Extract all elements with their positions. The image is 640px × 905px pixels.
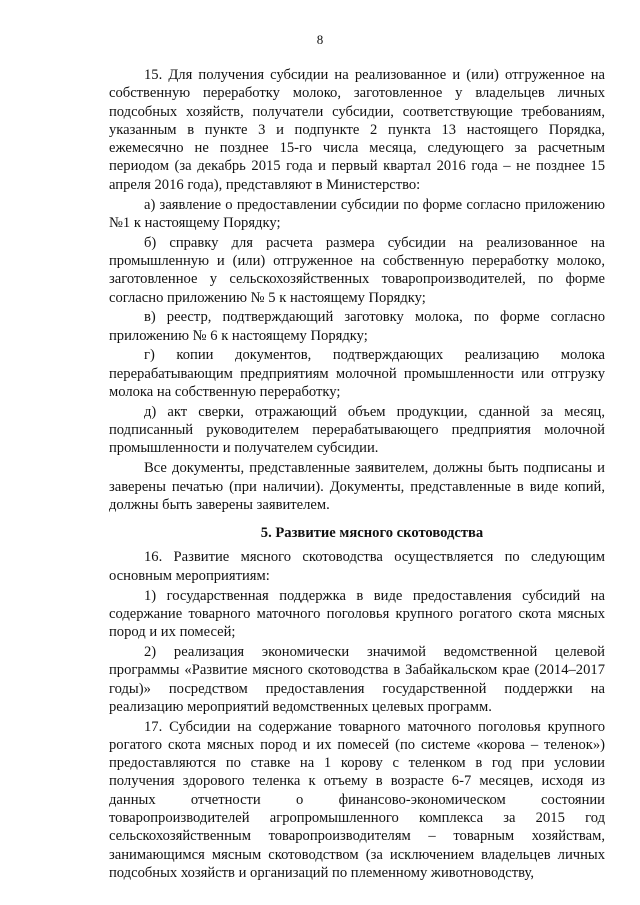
list-item-b: б) справку для расчета размера субсидии на реализованное на промышленную и (или) отгруженное на собственную переработку молоко, заготовленное у сельскохозяйственных товаропроизводителей, по форме согласно приложению № 5 к настоящему Порядку; <box>109 234 605 306</box>
page-number: 8 <box>316 32 324 47</box>
list-item-2: 2) реализация экономически значимой ведомственной целевой программы «Развитие мясного скотоводства в Забайкальском крае (2014–2017 годы)» посредством предоставления государственной поддержки на реализацию мероприятий ведомственных целевых программ. <box>109 643 605 715</box>
paragraph-17: 17. Субсидии на содержание товарного маточного поголовья крупного рогатого скота мясных пород и их помесей (по системе «корова – теленок») предоставляются по ставке на 1 корову с теленком в год при условии получения здорового теленка к отъему в возрасте 6-7 месяцев, исходя из данных отчетности о финансово-экономическом состоянии товаропроизводителей агропромышленного комплекса за 2015 год сельскохозяйственным товаропроизводителям – товарным хозяйствам, занимающимся мясным скотоводством (за исключением владельцев личных подсобных хозяйств и организаций по племенному животноводству, <box>109 718 605 881</box>
paragraph-15: 15. Для получения субсидии на реализованное и (или) отгруженное на собственную переработку молоко, заготовленное у владельцев личных подсобных хозяйств, получатели субсидии, соответствующие требованиям, указанным в пункте 3 и подпункте 2 пункта 13 настоящего Порядка, ежемесячно не позднее 15-го числа месяца, следующего за расчетным периодом (за декабрь 2015 года и первый квартал 2016 года – не позднее 15 апреля 2016 года), представляют в Министерство: <box>109 67 605 193</box>
list-item-a: а) заявление о предоставлении субсидии по форме согласно приложению №1 к настоящему Порядку; <box>109 196 605 231</box>
section-heading: 5. Развитие мясного скотоводства <box>260 525 484 542</box>
paragraph-16: 16. Развитие мясного скотоводства осуществляется по следующим основным мероприятиям: <box>109 549 605 584</box>
documents-requirement-paragraph: Все документы, представленные заявителем, должны быть подписаны и заверены печатью (при наличии). Документы, представленные в виде копий, должны быть заверены заявителем. <box>109 460 605 513</box>
list-item-g: г) копии документов, подтверждающих реализацию молока перерабатывающим предприятиям молочной промышленности или отгрузку молока на собственную переработку; <box>109 347 605 401</box>
list-item-v: в) реестр, подтверждающий заготовку молока, по форме согласно приложению № 6 к настоящему Порядку; <box>109 309 605 344</box>
list-item-1: 1) государственная поддержка в виде предоставления субсидий на содержание товарного маточного поголовья крупного рогатого скота мясных пород и их помесей; <box>109 587 605 641</box>
list-item-d: д) акт сверки, отражающий объем продукции, сданной за месяц, подписанный руководителем перерабатывающего предприятия молочной промышленности и получателем субсидии. <box>109 403 605 457</box>
document-body <box>109 66 605 882</box>
